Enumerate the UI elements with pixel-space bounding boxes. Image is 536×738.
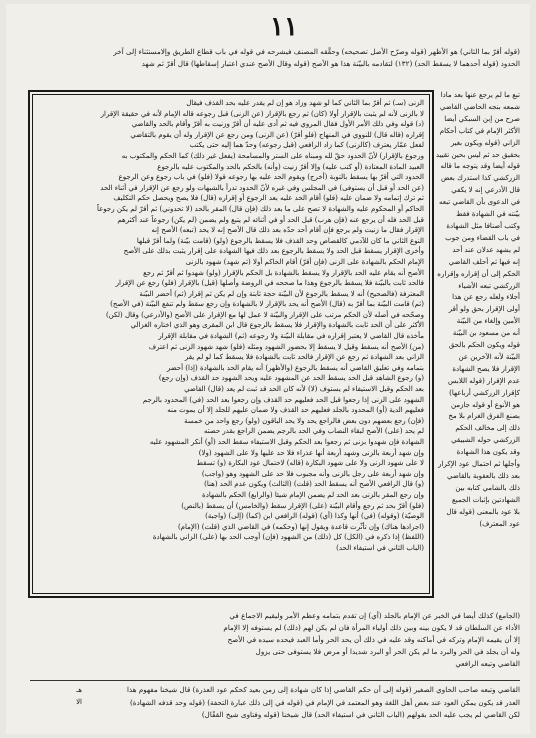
text-line: (فإن) رجع بعضهم دون بعض فالراجع يحد ولا يحد الباقون (ولو) رجع واحد من خمسة [184, 416, 424, 425]
margin-line: قوله ويكون الحكم بالحق [448, 341, 520, 350]
margin-line: قال الأدرعي إنه لا يكفي [451, 186, 520, 195]
margin-line: بعد ذلك بالعقوبة بالقاضي [447, 472, 520, 480]
text-line: إقراره (قاله قال) للنووي في المنهاج (فلو أقرّ) (عن الزنى) ومن رجع عن الإقرار وله أن يقوم بالتقاضي [130, 130, 424, 139]
margin-line: الزركشي حوله الشبيقي [451, 436, 520, 445]
margin-line: ذلك إلى مخالف الحكم [455, 424, 520, 433]
margin-line: الأمين وإلغاء من البيّنة [456, 317, 520, 326]
text-line: وأخرى الإقرار يسقط قبل الحد ولا يسقط بالرجوع بعد ذلك فيها الشهادة على إقرار يثبت بذلك على الأصح [123, 247, 424, 256]
bottom-commentary [24, 684, 520, 732]
text-line: وإن شهد أربعة بالزنى وشهد أربعة أنها عذراء فلا حد عليها ولا على الشهود (ولا) [198, 448, 424, 457]
text-line: الوصيّة) (وقوله) (في) أنها وكذا (أي) (قوله) الرافعي ابن (كما) (إلى) (واجبة) [205, 512, 424, 521]
text-line: وله أن يجلد في الحر والبرد ما لم يكن الحر أو البرد شديدا أو مرض فلا يستوفى حتى يزول [255, 647, 520, 656]
text-line: الأصح أنه يقام عليه الحد بالإقرار ولا يسقط بالشهادة بل الحكم بالإقرار (ولو) شهدوا ثم أقرّ ثم رجع [143, 268, 424, 277]
text-line: ثم ترك إتمامه ولا ضمان عليه (فلو) أقام الحد عليه بعد الرجوع أو إقراره (قال) فلا يصح ويحصل حكم التكليف [113, 194, 424, 203]
text-line: الحاكم أو المحكوم عليه والشهادة لا تصح على ما بعد ذلك (فإن قال) المقر بالحد (لا تحدوني) ثم أقرّ لم يكن رجوعاً [97, 204, 424, 213]
main-text [38, 98, 424, 590]
margin-line: شمعه بنجه الحاضي القاضي [439, 102, 520, 111]
text-line: وصحّحه في أصله لأن الحكم مرتب على الإقرار والبيّنة لا عمل لها مع الإقرار على الأصح (والأدرعي) وقال (لكن) [105, 310, 424, 319]
text-line: القاضي وتبعه الرافعي [455, 659, 520, 668]
margin-line: أجلاء ولعله رجع عن هذا [452, 293, 520, 302]
text-line: الأكثر على أن الحد ثابت بالشهادة والإقرار فلا يسقط بالرجوع قال ابن المقرى وهو الذي اختاره الغزالي [130, 321, 424, 330]
text-line: ورجوع بالإقرار) لأنّ الحدود حقّ لله ومبناه على الستر والمسامحة (يفعل غير ذلك) كما الحكم والمكتوب به [121, 151, 424, 160]
text-line: الشهود على الزنى إذا رجعوا قبل الحد فعليهم حد القذف وإن رجعوا بعد الحد (في) المحدود بالرجم [142, 395, 424, 404]
text-line: الإمام الحكم بالشهادة على الزنى (فإن أقرّ) أقام الحاكم أولا (ثم شهد) شهود بالزنى [185, 257, 424, 266]
margin-line: الإقرار فلا يصح الشهادة [452, 364, 520, 373]
margin-line: في باب القضاء ومن جوب [445, 233, 520, 242]
text-line: بعد الحكم وقبل الاستيفاء لم يستوف (لا) لأنه كان الحد قد ثبت لم يعد (قال) القاضي [184, 385, 424, 394]
margin-line: البيّنة لأنه الآخرين عن [458, 352, 520, 361]
text-line: الحدود (قوله أحدهما لا يسقط الحد) (١٣٢) لتقادمه بالبيّنة هذا هو الأصح (قوله وقال الأصح عندي اعتبار إسقاطها) قال أقرّ ثم شهد [141, 59, 520, 69]
margin-line: الحكم إلى أن إقراره وإقراره [437, 269, 520, 278]
margin-line: بيّنته في الشهادة فقط [456, 210, 520, 219]
text-line: مأخذه قال القاضي لا يعتبر إقراره في مقابلة البيّنة ولا رجوعه (ثم) الشهادة في مقابلة الإقرار [158, 332, 424, 341]
margin-line: في الدعوى بأن القاضي تبعه [438, 198, 520, 207]
text-line: لم يحد (على) الأصح لبقاء النصاب وفي الحد بالرجم يضمن الراجع بقدر حصته [203, 427, 424, 436]
margin-line: الأكثر الإمام في كتاب أحكام [439, 126, 520, 135]
text-line: العبيد المادة المعتادة (أو كتب عليه) وإلا أقرّ زنيت (وأنه) بالحكم بالحد والمكتوب عليه بالرجوع [157, 162, 424, 171]
text-line: لا بالزنى لأنه لم يثبت بالإقرار أولا (كان) ثم رجع بالإقرار (عن الزنى) قبل رجوعه قاله الإمام لأنه في حقيقة الإقرار [100, 109, 424, 118]
text-line: العذر قد يكون يمكن العود عند بعض أهل اللغة وهو المعتمد في الإمام في (قوله في إلى ذلك عبارة التحفة) (قوله وحد قذفه الشهادة) [130, 697, 520, 707]
text-line: الزاني بعد الشهادة ثم رجع عن الإقرار فالحد ثابت بالشهادة فلا يسقط كما لو لم يقر [184, 353, 424, 362]
margin-line: بحقيق حد ثم ليس بحين تقييد [435, 150, 520, 159]
text-line: لكن القاضي لم يجب عليه الحد بقولهم (الباب الثاني في استيفاء الحد) قال شيخنا (قوله وفتاوى شيخ القفّال) [201, 710, 520, 719]
text-line: (اللفظ) إذا ذكره في (الكل) كل (ذلك) من الشهود (فإن) أوجب الحد بها (على) الزاني بالشهادة [152, 533, 424, 542]
margin-line: وقد يكون هذا الشهادة [456, 448, 520, 457]
margin-line: الشهادتين بإثبات الجميع [452, 495, 520, 504]
text-line: (الباب الثاني في استيفاء الحد) [336, 543, 424, 552]
lower-commentary [30, 610, 520, 678]
margin-line: بصنع الفرق الغرام بلا مخ [448, 412, 520, 421]
margin-line: وكتب أصنافا مثل الشهادة [446, 221, 520, 230]
margin-line: الزاني (قوله ويكون بغير [450, 138, 520, 147]
text-line: وإن رجع المقر بالزنى بعد الحد لم يضمن الإمام شيئا (والرابع) الحكم بالشهادة [202, 490, 424, 499]
book-page [6, 4, 530, 734]
text-line: (اجرادها هناك) وإن تأثّرت قاعدة ويقول إنها (وحكمه) في القاضي الذي (قلت) (الإمام) [177, 522, 424, 531]
text-line: (قوله أقرّ بما الثاني) هو الأظهر (قوله وصرّح الأصل تصحيحه) وحقَّقه المصنف فيشرحه في قوله في باب قطاع الطريق وإلامستثناء إلى آخر [113, 47, 520, 56]
margin-line: الزركشي تبعه الأشياء [458, 281, 520, 290]
text-line: إلا أن يقيمه الإمام وتركه في أماكنه وقد عليه في ذلك أن يحد الحر وأما العبد فيحده سيده في الأصح [227, 635, 520, 644]
margin-line: أنه من مسعود بن البيّنة [452, 329, 520, 338]
margin-mark: هـ [76, 686, 82, 694]
text-line: (ثم) قامت البيّنة بما أقرّ به (قال) الأصح أنه يحد بالإقرار لا بالشهادة وإن رجع سقط ولم تنفع البيّنة (في الأصح) [110, 300, 424, 309]
margin-commentary [432, 90, 520, 600]
margin-line: وأجلها ثم احتمال عود الإكرار [438, 460, 520, 469]
text-line: (فلو) أقرّ بحد ثم رجع وأقام البيّنة (على) الإقرار سقط (والخامس) أن يسقط (بالنص) [181, 501, 424, 510]
text-line: قبل الحد فله أن يرجع عنه (فإن هرب) قبل الحد أو في أثنائه لم يتبع ولم يضمن (لم يكن) رجوعاً عند أكثرهم [117, 215, 424, 224]
text-line: الإقرار فقال ما زنيت ولم يرجع فإن أقام أحد حدّه بعد ذلك قال الأصح إنه لا يحد (تبعه) الأصح إنه [151, 226, 424, 235]
margin-line: ذلك بالشامي كتابه بين [455, 483, 520, 492]
margin-line: أولى الإقرار بحق ولو أقر [448, 305, 520, 314]
text-line: فالحد ثابت بالبيّنة فلا يسقط بالرجوع وهذا ما صححه في الروضة وأصلها (قيل) بالإقرار (فلو) رجع عن الإقرار [115, 279, 424, 288]
text-line: الحدود التي أقرّ بها يسقط بالتوبة (أخرج) ويقوم الحد عليه بها رجوعه قولا (فلو) في باب رجوع وعن الرجوع [118, 173, 424, 182]
text-line: الزنى (سـ) ثم أقرّ بما الثاني كما لو شهد وزاد هو إن لم يقدر عليه بحد القذف فيقال [186, 99, 424, 107]
text-line: (د) قوله وفي ذلك الأمر الأول فقال المروي فيه ثم أدى عليه أن أقرّ وزنيت به أقرّ وأقام بالحد والقاضي [131, 120, 424, 129]
margin-line: الزركشي كذا استدرك بعض [440, 174, 520, 183]
margin-line: قوله أيضا وقد يتوجه ما قاله [440, 162, 520, 171]
text-line: لفعل عمّار يعترف (كالزنى) كما زاد الرافعي (قبل رجوعه) وحدّ هما إليه حتى يكتب [189, 141, 424, 150]
text-line: لا على شهود الزنى ولا على شهود البكارة (قاله) لاحتمال عود البكارة (و) تسقط [196, 459, 424, 468]
text-line: الشهادة فإن شهدوا بزنى ثم رجعوا بعد الحكم وقبل الاستيفاء سقط الحد (أو) أنكر المشهود عليه [149, 438, 424, 446]
margin-line: تبع ما لم يرجع عنها بعد مادا [440, 91, 520, 99]
text-line: (و) رجوع الشاهد قبل الحد يسقط الحد عن المشهود عليه ويحد الشهود حد القذف (وإن رجع) [158, 374, 424, 383]
main-text-frame [28, 90, 434, 598]
text-line: (عن الحد أو قبل أن يستوفى) في المجلس وفي غيره لأنّ الحدود تدرأ بالشبهات ولو رجع عن الإقرار في أثناء الحد [100, 183, 424, 192]
text-line: الأداء عن السلطان قد لا يكون بينه وبين ذلك أولياء المرأة فان لم يكن لهم (ذلك) لم يستوفه إلا الإمام [223, 623, 520, 632]
margin-line: بلا عود بالمعنى (قوله قال [446, 507, 520, 516]
divider [30, 680, 520, 681]
margin-line: لم يشهد عدلان عند أحد [452, 245, 520, 254]
top-commentary [20, 46, 520, 84]
text-line: النوع الثاني ما كان للآدمي كالقصاص وحد القذف فلا يسقط بالرجوع (ولو) (قامت بيّنة) ولما أقرّ قبلها [136, 236, 424, 245]
text-line: وإن شهد أربعة على رجل بالزنى وأنه مجبوب فلا حد على الشهود وهو (واجب) [201, 469, 424, 478]
margin-line: هو الأنوع أو قوله جازمن [451, 400, 520, 409]
margin-marks [18, 684, 82, 708]
text-line: (من) الأصح أنه يسقط وقيل لا يسقط إلا بحضور الشهود ومثله (فلو) شهد شهود الزنى ثم اعترف [148, 342, 424, 351]
margin-line: عدم الإقرار (قوله اللابس [447, 376, 520, 385]
text-line: فعليهم الدية (أو) المحدود بالجلد فعليهم حد القذف ولا ضمان عليهم للجلد إلا أن يموت منه [167, 406, 424, 415]
margin-line: صرح من إبن السبكي أيضا [444, 114, 520, 123]
text-line: (و) قال الرافعي الأصح أنه يسقط الحد (قلت) (الثالث) ويكون عدم الحد (هنا) [204, 480, 424, 489]
margin-line: كإقرار الزركشي أرباعها) [449, 388, 520, 397]
margin-line: عود المعترف) [479, 519, 520, 528]
text-line: (الجامع) كذلك أيضا في الخبر عن الإمام بالجلد (أي) إن تقدم بتمامه وعظم الأمر وليقيم الاجماع في [229, 611, 520, 620]
text-line: المعترفة (فالصحيح) أنه لا يسقط بالرجوع لأن البيّنة حجة ثابتة وإن لم يكن ثم إقرار (ثم) أحضر البيّنة [139, 289, 424, 298]
text-line: القاضي وتبعه صاحب الحاوي الصغير (قوله إلى أن حكم القاضي إذا كان شهادة إلى زمن بعيد كحكم عود العذرة) قال شيخنا مفهوم هذا [126, 685, 520, 694]
text-line: بتمامه وفي تعليق القاضي أنه يسقط بالرجوع (والأظهر) أنه يقام الحد بالشهادة (إذا) أحضر [166, 363, 424, 372]
margin-line: إنه فيها ثم أحلف القاضي [448, 257, 520, 266]
margin-mark: الا [76, 698, 82, 706]
page-number: ١١ [270, 12, 298, 42]
